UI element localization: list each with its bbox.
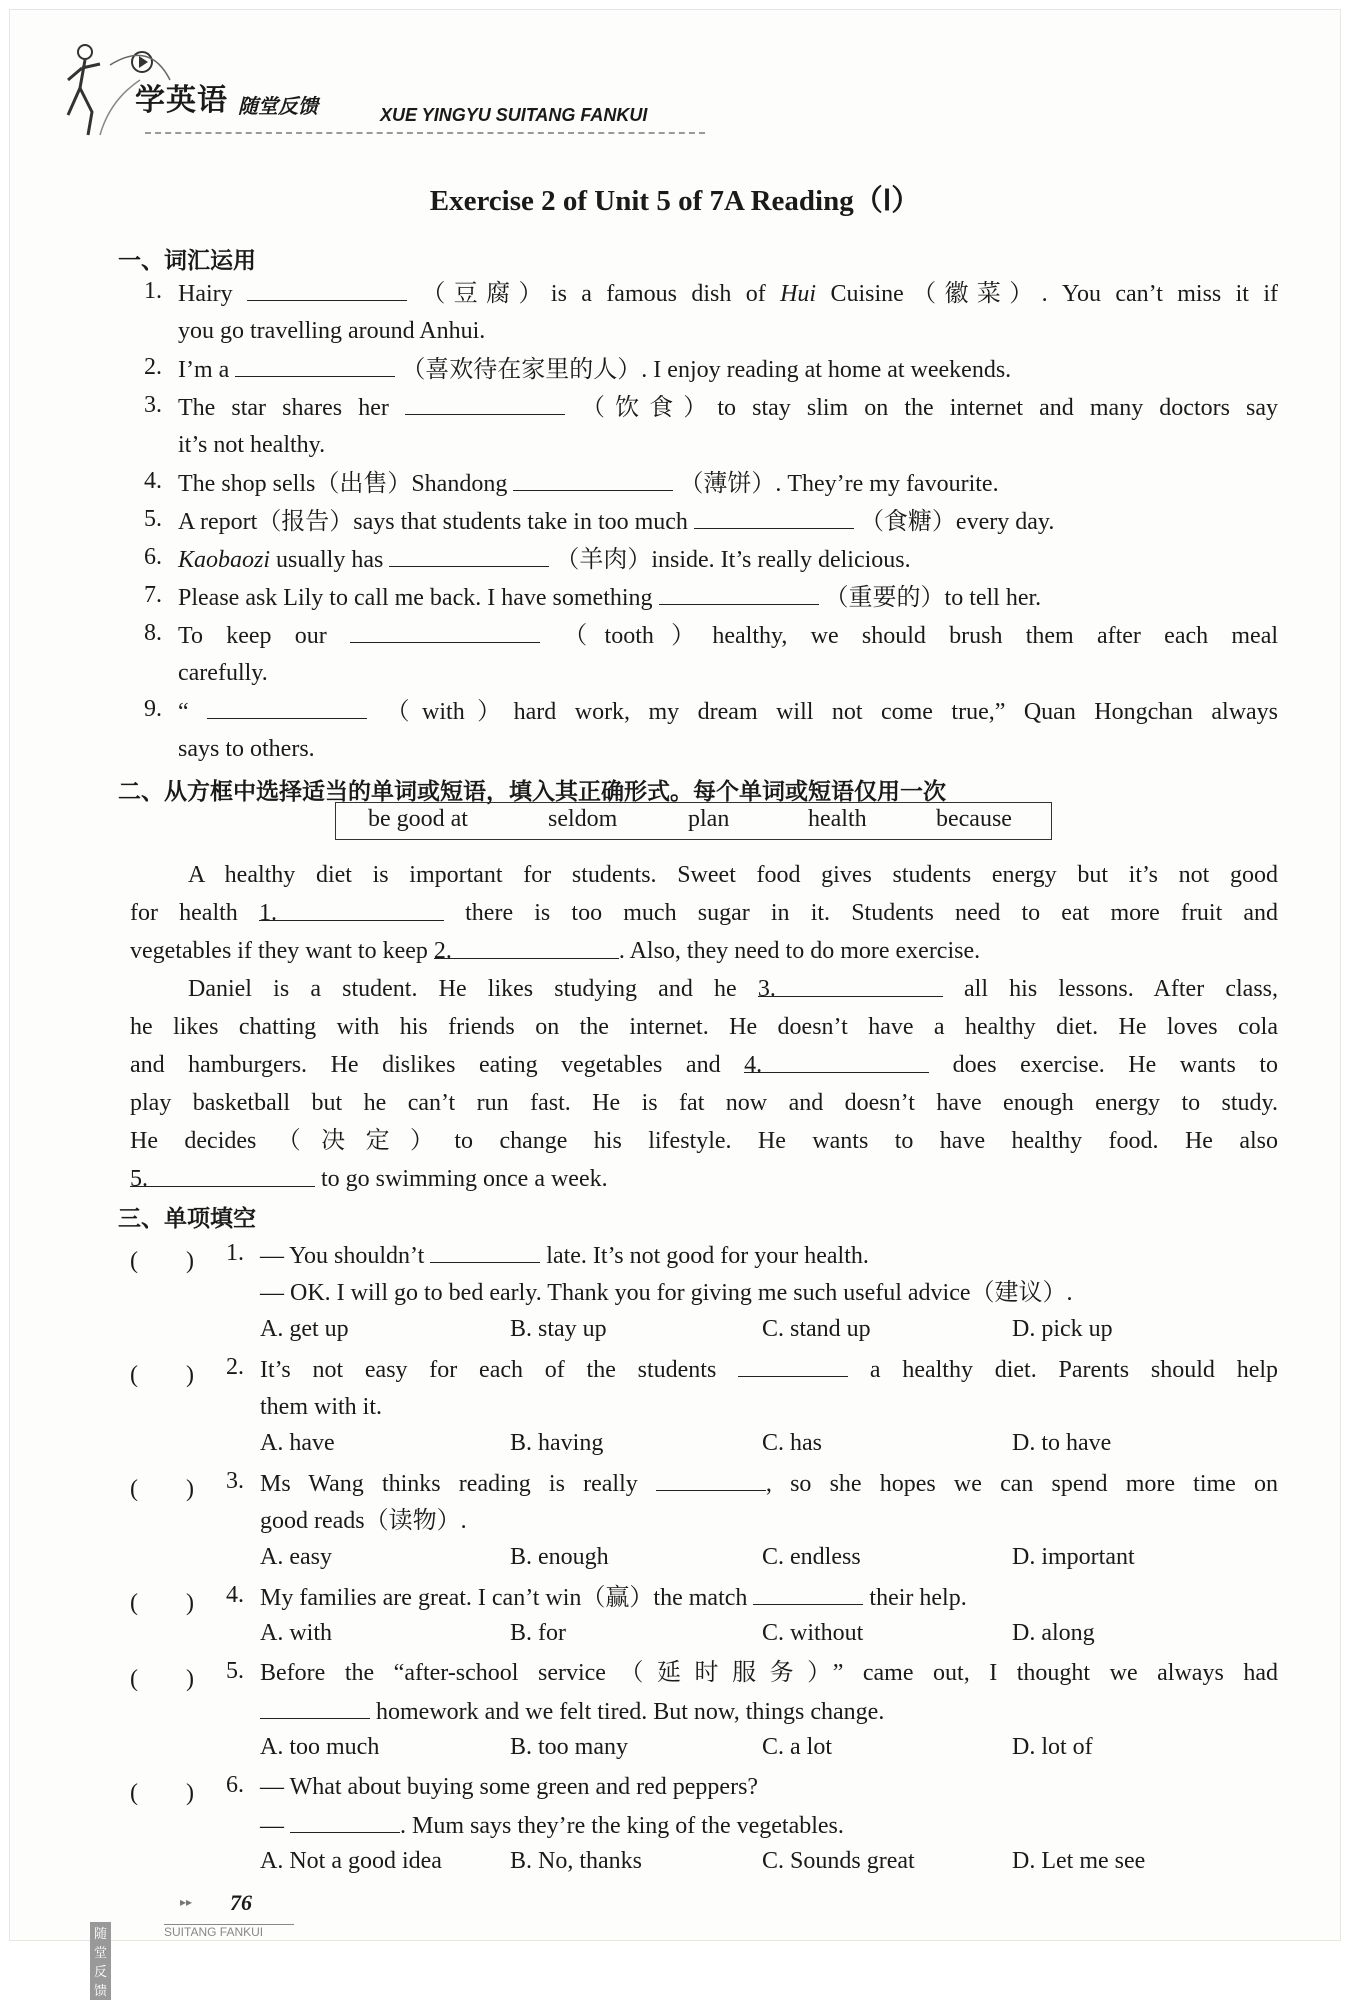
- text: . Also, they need to do more exercise.: [618, 938, 981, 964]
- question-number: 6.: [226, 1772, 244, 1798]
- text: does exercise. He wants to: [952, 1052, 1278, 1078]
- answer-blank[interactable]: [350, 620, 540, 643]
- question-text: [178, 582, 1041, 613]
- question-text: them with it.: [260, 1394, 382, 1420]
- question-text: [178, 468, 999, 499]
- page-title: Exercise 2 of Unit 5 of 7A Reading（Ⅰ）: [429, 185, 921, 217]
- logo-chinese-sub: 随堂反馈: [238, 94, 318, 118]
- answer-blank: [753, 1582, 863, 1605]
- passage-line: he likes chatting with his friends on the internet. He doesn’t have a healthy diet. He loves cola: [130, 1014, 1278, 1040]
- option-b[interactable]: B. too many: [510, 1734, 628, 1760]
- text: （喜欢待在家里的人）. I enjoy reading at home at weekends.: [401, 357, 1012, 383]
- question-text: [178, 544, 911, 575]
- question-number: 9.: [144, 696, 162, 722]
- text: , so she hopes we can spend more time on: [765, 1471, 1278, 1497]
- worksheet-page: [10, 10, 1340, 1999]
- text: My families are great. I can’t win（赢）the match: [260, 1585, 748, 1611]
- logo-chinese: 学英语: [135, 83, 228, 118]
- answer-blank[interactable]: [207, 696, 367, 719]
- answer-blank[interactable]: [258, 898, 444, 926]
- question-number: 2.: [144, 354, 162, 380]
- answer-bracket[interactable]: ( ): [130, 1780, 194, 1806]
- text: It’s not easy for each of the students: [260, 1357, 717, 1383]
- text: （豆腐）is a famous dish of: [421, 281, 766, 307]
- header-divider: [145, 132, 705, 134]
- answer-blank: [430, 1240, 540, 1263]
- passage-line: play basketball but he can’t run fast. He is fat now and doesn’t have enough energy to study.: [130, 1090, 1278, 1116]
- text: （tooth）healthy, we should brush them after each meal: [563, 623, 1279, 649]
- answer-blank[interactable]: [247, 278, 407, 301]
- text: vegetables if they want to keep: [130, 938, 428, 964]
- question-number: 4.: [144, 468, 162, 494]
- question-number: 5.: [144, 506, 162, 532]
- question-number: 3.: [226, 1468, 244, 1494]
- question-text: [260, 1240, 869, 1271]
- answer-bracket[interactable]: ( ): [130, 1362, 194, 1388]
- question-number: 5.: [226, 1658, 244, 1684]
- text: Cuisine（徽菜）. You can’t miss it if: [830, 281, 1279, 307]
- answer-blank[interactable]: [235, 354, 395, 377]
- logo-english: XUE YINGYU SUITANG FANKUI: [380, 105, 648, 125]
- question-text: [260, 1582, 967, 1613]
- word-box: [335, 802, 1052, 840]
- text: there is too much sugar in it. Students need to eat more fruit and: [465, 900, 1279, 926]
- section1-heading: 一、词汇运用: [118, 248, 256, 274]
- text: To keep our: [178, 623, 327, 649]
- answer-bracket[interactable]: ( ): [130, 1590, 194, 1616]
- word-option: be good at: [368, 806, 468, 832]
- passage-line: [188, 974, 1278, 1004]
- option-c[interactable]: C. endless: [762, 1544, 861, 1570]
- question-number: 8.: [144, 620, 162, 646]
- option-a[interactable]: A. with: [260, 1620, 332, 1646]
- question-text: you go travelling around Anhui.: [178, 318, 486, 344]
- question-text: carefully.: [178, 660, 268, 686]
- option-c[interactable]: C. without: [762, 1620, 864, 1646]
- page-number: 76: [230, 1890, 252, 1915]
- blank-number: 2.: [433, 938, 452, 964]
- passage-line: [130, 1164, 608, 1194]
- question-text: [260, 1468, 1278, 1499]
- option-d[interactable]: D. lot of: [1012, 1734, 1093, 1760]
- text: and hamburgers. He dislikes eating vegetables and: [130, 1052, 721, 1078]
- option-a[interactable]: A. too much: [260, 1734, 380, 1760]
- question-text: [178, 506, 1054, 537]
- option-b[interactable]: B. for: [510, 1620, 566, 1646]
- question-number: 1.: [144, 278, 162, 304]
- text: （羊肉）inside. It’s really delicious.: [555, 547, 911, 573]
- question-text: good reads（读物）.: [260, 1508, 467, 1534]
- passage-line: A healthy diet is important for students. Sweet food gives students energy but it’s not good: [188, 862, 1278, 888]
- text: The shop sells（出售）Shandong: [178, 471, 508, 497]
- answer-blank[interactable]: [744, 1050, 929, 1078]
- text: — You shouldn’t: [260, 1243, 425, 1269]
- text: Hairy: [178, 281, 233, 307]
- text: The star shares her: [178, 395, 389, 421]
- question-number: 2.: [226, 1354, 244, 1380]
- answer-blank[interactable]: [694, 506, 854, 529]
- option-b[interactable]: B. No, thanks: [510, 1848, 642, 1874]
- word-option: plan: [688, 806, 730, 832]
- footer-tag-english: SUITANG FANKUI: [164, 1924, 294, 1939]
- text: Daniel is a student. He likes studying and he: [188, 976, 737, 1002]
- answer-blank[interactable]: [513, 468, 673, 491]
- option-d[interactable]: D. important: [1012, 1544, 1135, 1570]
- answer-blank: [656, 1468, 766, 1491]
- answer-blank[interactable]: [130, 1164, 315, 1192]
- text: （with）hard work, my dream will not come true,” Quan Hongchan always: [385, 699, 1279, 725]
- answer-blank[interactable]: [405, 392, 565, 415]
- question-number: 3.: [144, 392, 162, 418]
- question-text: [178, 278, 1278, 309]
- option-a[interactable]: A. get up: [260, 1316, 349, 1342]
- word-option: because: [936, 806, 1012, 832]
- question-number: 6.: [144, 544, 162, 570]
- text: for health: [130, 900, 238, 926]
- text: usually has: [276, 547, 384, 573]
- question-number: 7.: [144, 582, 162, 608]
- question-text: it’s not healthy.: [178, 432, 326, 458]
- text: （薄饼）. They’re my favourite.: [679, 471, 999, 497]
- answer-bracket[interactable]: ( ): [130, 1248, 194, 1274]
- option-d[interactable]: D. Let me see: [1012, 1848, 1146, 1874]
- option-b[interactable]: B. enough: [510, 1544, 609, 1570]
- text: （饮食）to stay slim on the internet and many doctors say: [581, 395, 1279, 421]
- blank-number: 4.: [744, 1052, 763, 1078]
- word-option: health: [808, 806, 867, 832]
- text: Hui: [780, 281, 817, 307]
- option-d[interactable]: D. along: [1012, 1620, 1095, 1646]
- footer-tag: 随堂反馈: [90, 1922, 111, 2000]
- option-d[interactable]: D. to have: [1012, 1430, 1112, 1456]
- option-c[interactable]: C. Sounds great: [762, 1848, 915, 1874]
- text: Please ask Lily to call me back. I have something: [178, 585, 653, 611]
- passage-line: [130, 1050, 1278, 1080]
- blank-number: 3.: [757, 976, 776, 1002]
- header: [60, 40, 700, 150]
- option-c[interactable]: C. a lot: [762, 1734, 832, 1760]
- word-option: seldom: [548, 806, 618, 832]
- answer-blank[interactable]: [659, 582, 819, 605]
- text: homework and we felt tired. But now, things change.: [376, 1699, 885, 1725]
- question-text: — OK. I will go to bed early. Thank you for giving me such useful advice（建议）.: [260, 1280, 1073, 1306]
- text: Ms Wang thinks reading is really: [260, 1471, 638, 1497]
- text: a healthy diet. Parents should help: [869, 1357, 1279, 1383]
- text: all his lessons. After class,: [964, 976, 1279, 1002]
- text: （重要的）to tell her.: [824, 585, 1042, 611]
- text: Kaobaozi: [178, 547, 271, 573]
- text: “: [178, 699, 189, 725]
- answer-blank[interactable]: [433, 936, 619, 964]
- option-b[interactable]: B. stay up: [510, 1316, 607, 1342]
- answer-blank: [738, 1354, 848, 1377]
- text: —: [260, 1813, 284, 1839]
- blank-number: 1.: [258, 900, 277, 926]
- answer-blank[interactable]: [757, 974, 943, 1002]
- text: A report（报告）says that students take in too much: [178, 509, 688, 535]
- question-text: Before the “after-school service（延时服务）” came out, I thought we always had: [260, 1660, 1278, 1686]
- answer-blank: [290, 1810, 400, 1833]
- question-text: [260, 1354, 1278, 1385]
- question-number: 1.: [226, 1240, 244, 1266]
- option-a[interactable]: A. Not a good idea: [260, 1848, 442, 1874]
- option-a[interactable]: A. have: [260, 1430, 335, 1456]
- question-text: says to others.: [178, 736, 315, 762]
- question-text: [178, 620, 1278, 651]
- answer-blank: [260, 1696, 370, 1719]
- question-text: [260, 1810, 844, 1841]
- passage-line: [130, 898, 1278, 928]
- option-c[interactable]: C. has: [762, 1430, 822, 1456]
- question-text: [178, 696, 1278, 727]
- text: late. It’s not good for your health.: [546, 1243, 869, 1269]
- text: . Mum says they’re the king of the vegetables.: [400, 1813, 844, 1839]
- option-d[interactable]: D. pick up: [1012, 1316, 1113, 1342]
- arrow-icon: ▸▸: [180, 1895, 193, 1909]
- answer-blank[interactable]: [389, 544, 549, 567]
- question-text: — What about buying some green and red peppers?: [260, 1774, 759, 1800]
- option-c[interactable]: C. stand up: [762, 1316, 871, 1342]
- passage-line: He decides（决定）to change his lifestyle. He wants to have healthy food. He also: [130, 1128, 1278, 1154]
- section3-heading: 三、单项填空: [118, 1206, 256, 1232]
- question-text: [178, 392, 1278, 423]
- question-text: [260, 1696, 884, 1727]
- passage-line: [130, 936, 980, 966]
- answer-bracket[interactable]: ( ): [130, 1476, 194, 1502]
- question-number: 4.: [226, 1582, 244, 1608]
- text: I’m a: [178, 357, 230, 383]
- answer-bracket[interactable]: ( ): [130, 1666, 194, 1692]
- option-a[interactable]: A. easy: [260, 1544, 332, 1570]
- text: to go swimming once a week.: [321, 1166, 608, 1192]
- blank-number: 5.: [130, 1166, 148, 1192]
- text: （食糖）every day.: [859, 509, 1055, 535]
- option-b[interactable]: B. having: [510, 1430, 604, 1456]
- question-text: [178, 354, 1011, 385]
- section2-heading: 二、从方框中选择适当的单词或短语，填入其正确形式。每个单词或短语仅用一次: [118, 779, 946, 805]
- text: their help.: [869, 1585, 967, 1611]
